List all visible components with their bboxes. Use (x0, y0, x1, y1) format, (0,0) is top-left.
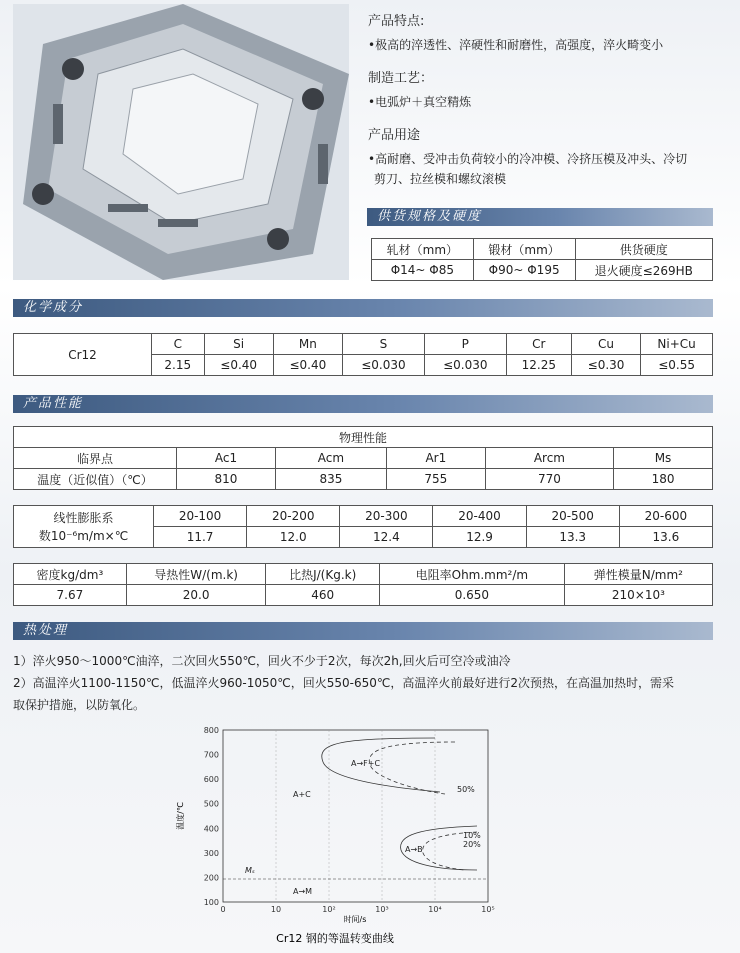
chem-value: ≤0.55 (641, 355, 713, 376)
chem-value: 2.15 (152, 355, 205, 376)
prop-value: 20.0 (126, 585, 266, 606)
heat-step-1: 1）淬火950～1000℃油淬，二次回火550℃，回火不少于2次，每次2h,回火后可空冷或油冷 (13, 654, 511, 668)
y-tick-label: 300 (203, 848, 219, 858)
features-heading: 产品特点: (368, 14, 425, 29)
chem-value: ≤0.40 (273, 355, 342, 376)
chem-element: Mn (273, 334, 342, 355)
annotation-ms: Mₛ (245, 866, 255, 875)
supply-value: 退火硬度≤269HB (575, 260, 713, 281)
exp-value: 13.3 (526, 527, 619, 548)
range: 20-600 (619, 506, 712, 527)
point-value: 755 (386, 469, 485, 490)
perf-section-header: 产品性能 (13, 395, 713, 413)
y-tick-label: 400 (203, 824, 219, 834)
chem-value: ≤0.030 (424, 355, 506, 376)
y-tick-label: 800 (203, 726, 219, 735)
chem-element: P (424, 334, 506, 355)
prop-name: 电阻率Ohm.mm²/m (379, 564, 564, 585)
prop-name: 密度kg/dm³ (14, 564, 127, 585)
annotation-a-m: A→M (293, 887, 313, 896)
x-ticks (220, 905, 494, 914)
heat-step-2-cont: 取保护措施，以防氧化。 (13, 698, 146, 712)
supply-value: Φ14~ Φ85 (372, 260, 474, 281)
chem-element: Cr (506, 334, 571, 355)
y-tick-label: 600 (203, 775, 219, 785)
chem-section-header: 化学成分 (13, 299, 713, 317)
heat-step-2: 2）高温淬火1100-1150℃，低温淬火960-1050℃，回火550-650℃，高温淬火前最好进行2次预热，在高温加热时，需采 (13, 676, 675, 690)
expansion-label-2: 数10⁻⁶m/m×℃ (38, 528, 129, 543)
supply-header: 锻材（mm） (473, 239, 575, 260)
y-axis-label: 温度/℃ (176, 802, 185, 830)
critical-label: 临界点 (14, 448, 177, 469)
range: 20-300 (340, 506, 433, 527)
temp-label: 温度（近似值）（℃） (14, 469, 177, 490)
point-name: Acm (275, 448, 386, 469)
y-ticks (204, 726, 219, 907)
usage-heading: 产品用途 (368, 128, 421, 143)
chem-value: ≤0.40 (204, 355, 273, 376)
prop-value: 460 (266, 585, 380, 606)
annotation-a-fc: A→F+C (351, 759, 381, 768)
chem-value: 12.25 (506, 355, 571, 376)
prop-name: 弹性模量N/mm² (564, 564, 712, 585)
point-name: Arcm (485, 448, 613, 469)
chem-value: ≤0.30 (571, 355, 640, 376)
exp-value: 11.7 (154, 527, 247, 548)
expansion-table (13, 505, 713, 548)
supply-header: 轧材（mm） (372, 239, 474, 260)
point-value: 835 (275, 469, 386, 490)
x-tick-label: 0 (220, 905, 226, 914)
critical-points-table (13, 426, 713, 490)
prop-name: 导热性W/(m.k) (126, 564, 266, 585)
process-heading: 制造工艺： (368, 71, 434, 86)
usage-text-1: •高耐磨、受冲击负荷较小的冷冲模、冷挤压模及冲头、冷切 (368, 152, 688, 166)
chem-element: C (152, 334, 205, 355)
prop-value: 7.67 (14, 585, 127, 606)
pearlite-start-curve (322, 738, 440, 792)
phys-heading: 物理性能 (14, 427, 713, 448)
chem-value: ≤0.030 (342, 355, 424, 376)
y-tick-label: 700 (203, 750, 219, 760)
exp-value: 12.0 (247, 527, 340, 548)
point-value: 810 (177, 469, 276, 490)
chem-element: Cu (571, 334, 640, 355)
prop-value: 0.650 (379, 585, 564, 606)
chart-grid (276, 730, 435, 902)
annotation-a-b: A→B (405, 845, 423, 854)
chart-title: Cr12 钢的等温转变曲线 (276, 932, 394, 945)
chart-frame (223, 730, 488, 902)
point-name: Ms (614, 448, 713, 469)
point-name: Ar1 (386, 448, 485, 469)
usage-text-2: 剪刀、拉丝模和螺纹滚模 (374, 172, 507, 186)
point-value: 180 (614, 469, 713, 490)
x-tick-label: 10² (322, 905, 336, 914)
supply-section-header: 供货规格及硬度 (367, 208, 713, 226)
y-tick-label: 200 (203, 873, 219, 883)
ttt-chart (165, 720, 505, 950)
expansion-label (14, 506, 154, 548)
chem-element: S (342, 334, 424, 355)
range: 20-200 (247, 506, 340, 527)
x-tick-label: 10⁴ (428, 905, 442, 914)
range: 20-100 (154, 506, 247, 527)
mold-photo (13, 4, 349, 280)
supply-table (371, 238, 713, 281)
x-tick-label: 10³ (375, 905, 389, 914)
x-tick-label: 10 (270, 905, 282, 914)
exp-value: 12.9 (433, 527, 526, 548)
annotation-50: 50% (457, 785, 475, 794)
features-text: •极高的淬透性、淬硬性和耐磨性，高强度，淬火畸变小 (368, 38, 664, 52)
prop-value: 210×10³ (564, 585, 712, 606)
y-tick-label: 500 (203, 799, 219, 809)
y-tick-label: 100 (203, 898, 219, 907)
point-name: Ac1 (177, 448, 276, 469)
chem-grade: Cr12 (14, 334, 152, 376)
annotation-10: 10% (463, 831, 481, 840)
supply-header: 供货硬度 (575, 239, 713, 260)
supply-value: Φ90~ Φ195 (473, 260, 575, 281)
exp-value: 12.4 (340, 527, 433, 548)
chem-element: Ni+Cu (641, 334, 713, 355)
chem-element: Si (204, 334, 273, 355)
expansion-label-1: 线性膨胀系 (53, 510, 114, 525)
process-text: •电弧炉＋真空精炼 (368, 95, 472, 109)
range: 20-400 (433, 506, 526, 527)
x-axis-label: 时间/s (343, 915, 367, 924)
heat-section-header: 热处理 (13, 622, 713, 640)
product-features (368, 10, 738, 189)
chem-table (13, 333, 713, 376)
annotation-20: 20% (463, 840, 481, 849)
exp-value: 13.6 (619, 527, 712, 548)
range: 20-500 (526, 506, 619, 527)
prop-name: 比热J/(Kg.k) (266, 564, 380, 585)
heat-text (13, 650, 728, 716)
annotation-a-c: A+C (293, 790, 311, 799)
x-tick-label: 10⁵ (481, 905, 495, 914)
properties-table (13, 563, 713, 606)
point-value: 770 (485, 469, 613, 490)
